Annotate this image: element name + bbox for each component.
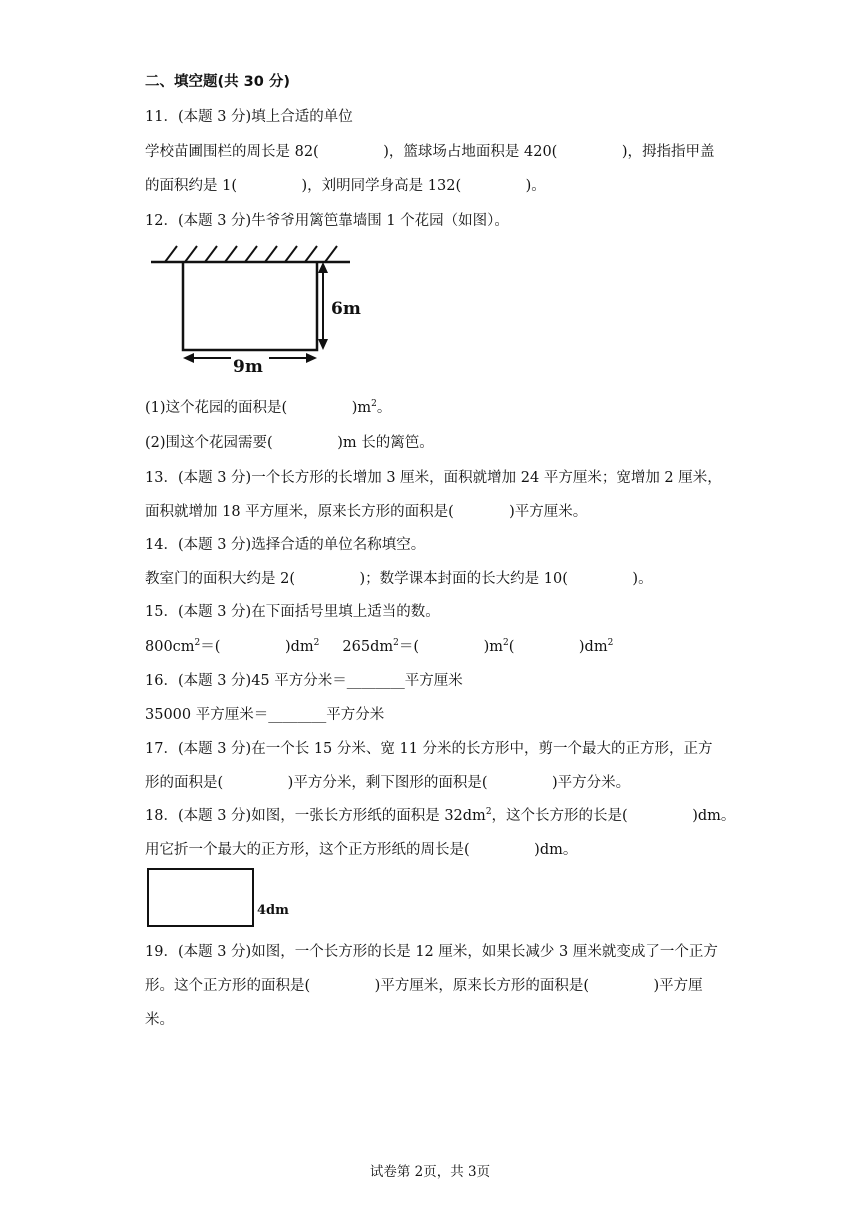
- question-18-line-2: 用它折一个最大的正方形，这个正方形纸的周长是( )dm。: [145, 842, 578, 858]
- question-13-line-1: 13．(本题 3 分)一个长方形的长增加 3 厘米，面积就增加 24 平方厘米；宽增加 2 厘米，: [145, 470, 722, 486]
- paper-rectangle-figure: [145, 866, 295, 930]
- question-11-line-2: 的面积约是 1( )，刘明同学身高是 132( )。: [145, 178, 546, 194]
- question-19-line-1: 19．(本题 3 分)如图，一个长方形的长是 12 厘米，如果长减少 3 厘米就变成了一个正方: [145, 944, 718, 960]
- question-17-line-2: 形的面积是( )平方分米，剩下图形的面积是( )平方分米。: [145, 775, 631, 791]
- width-label: 9m: [233, 357, 263, 377]
- question-11-line-1: 学校苗圃围栏的周长是 82( )，篮球场占地面积是 420( )，拇指指甲盖: [145, 144, 715, 160]
- question-19-line-2: 形。这个正方形的面积是( )平方厘米，原来长方形的面积是( )平方厘: [145, 978, 703, 994]
- width-arrow-right: [306, 353, 317, 363]
- wall-hatching: [165, 246, 337, 262]
- question-15-line-1: $800cm^2=$( )$dm^2$ $265dm^2=$( )$m^2$( )$dm^2$: [145, 638, 614, 655]
- width-arrow-left: [183, 353, 194, 363]
- page-footer: 试卷第 2页，共 3页: [369, 1164, 491, 1180]
- question-16-line-1: 16．(本题 3 分)45 平方分米＝________平方厘米: [145, 673, 463, 689]
- section-title: 二、填空题(共 30 分): [145, 74, 291, 90]
- question-15-stem: 15．(本题 3 分)在下面括号里填上适当的数。: [145, 604, 440, 620]
- question-12-part-1: (1)这个花园的面积是( )$m^2$。: [145, 399, 392, 416]
- question-18-line-1: 18．(本题 3 分)如图，一张长方形纸的面积是 $32dm^2$，这个长方形的长是( )dm。: [145, 807, 736, 824]
- question-16-line-2: 35000 平方厘米＝________平方分米: [145, 707, 385, 723]
- paper-side-label: 4dm: [257, 903, 289, 918]
- question-19-line-3: 米。: [145, 1012, 174, 1028]
- height-arrow-top: [318, 262, 328, 273]
- height-label: 6m: [331, 299, 361, 319]
- garden-fence: [183, 262, 317, 350]
- question-14-line-1: 教室门的面积大约是 2( )；数学课本封面的长大约是 10( )。: [145, 571, 653, 587]
- question-14-stem: 14．(本题 3 分)选择合适的单位名称填空。: [145, 537, 426, 553]
- height-arrow-bottom: [318, 339, 328, 350]
- question-17-line-1: 17．(本题 3 分)在一个长 15 分米、宽 11 分米的长方形中，剪一个最大的正方形，正方: [145, 741, 713, 757]
- question-12-stem: 12．(本题 3 分)牛爷爷用篱笆靠墙围 1 个花园（如图）。: [145, 213, 509, 229]
- paper-rectangle: [148, 869, 253, 926]
- question-11-stem: 11．(本题 3 分)填上合适的单位: [145, 109, 353, 125]
- question-12-part-2: (2)围这个花园需要( )m 长的篱笆。: [145, 435, 434, 451]
- garden-figure: [145, 240, 365, 385]
- question-13-line-2: 面积就增加 18 平方厘米，原来长方形的面积是( )平方厘米。: [145, 504, 588, 520]
